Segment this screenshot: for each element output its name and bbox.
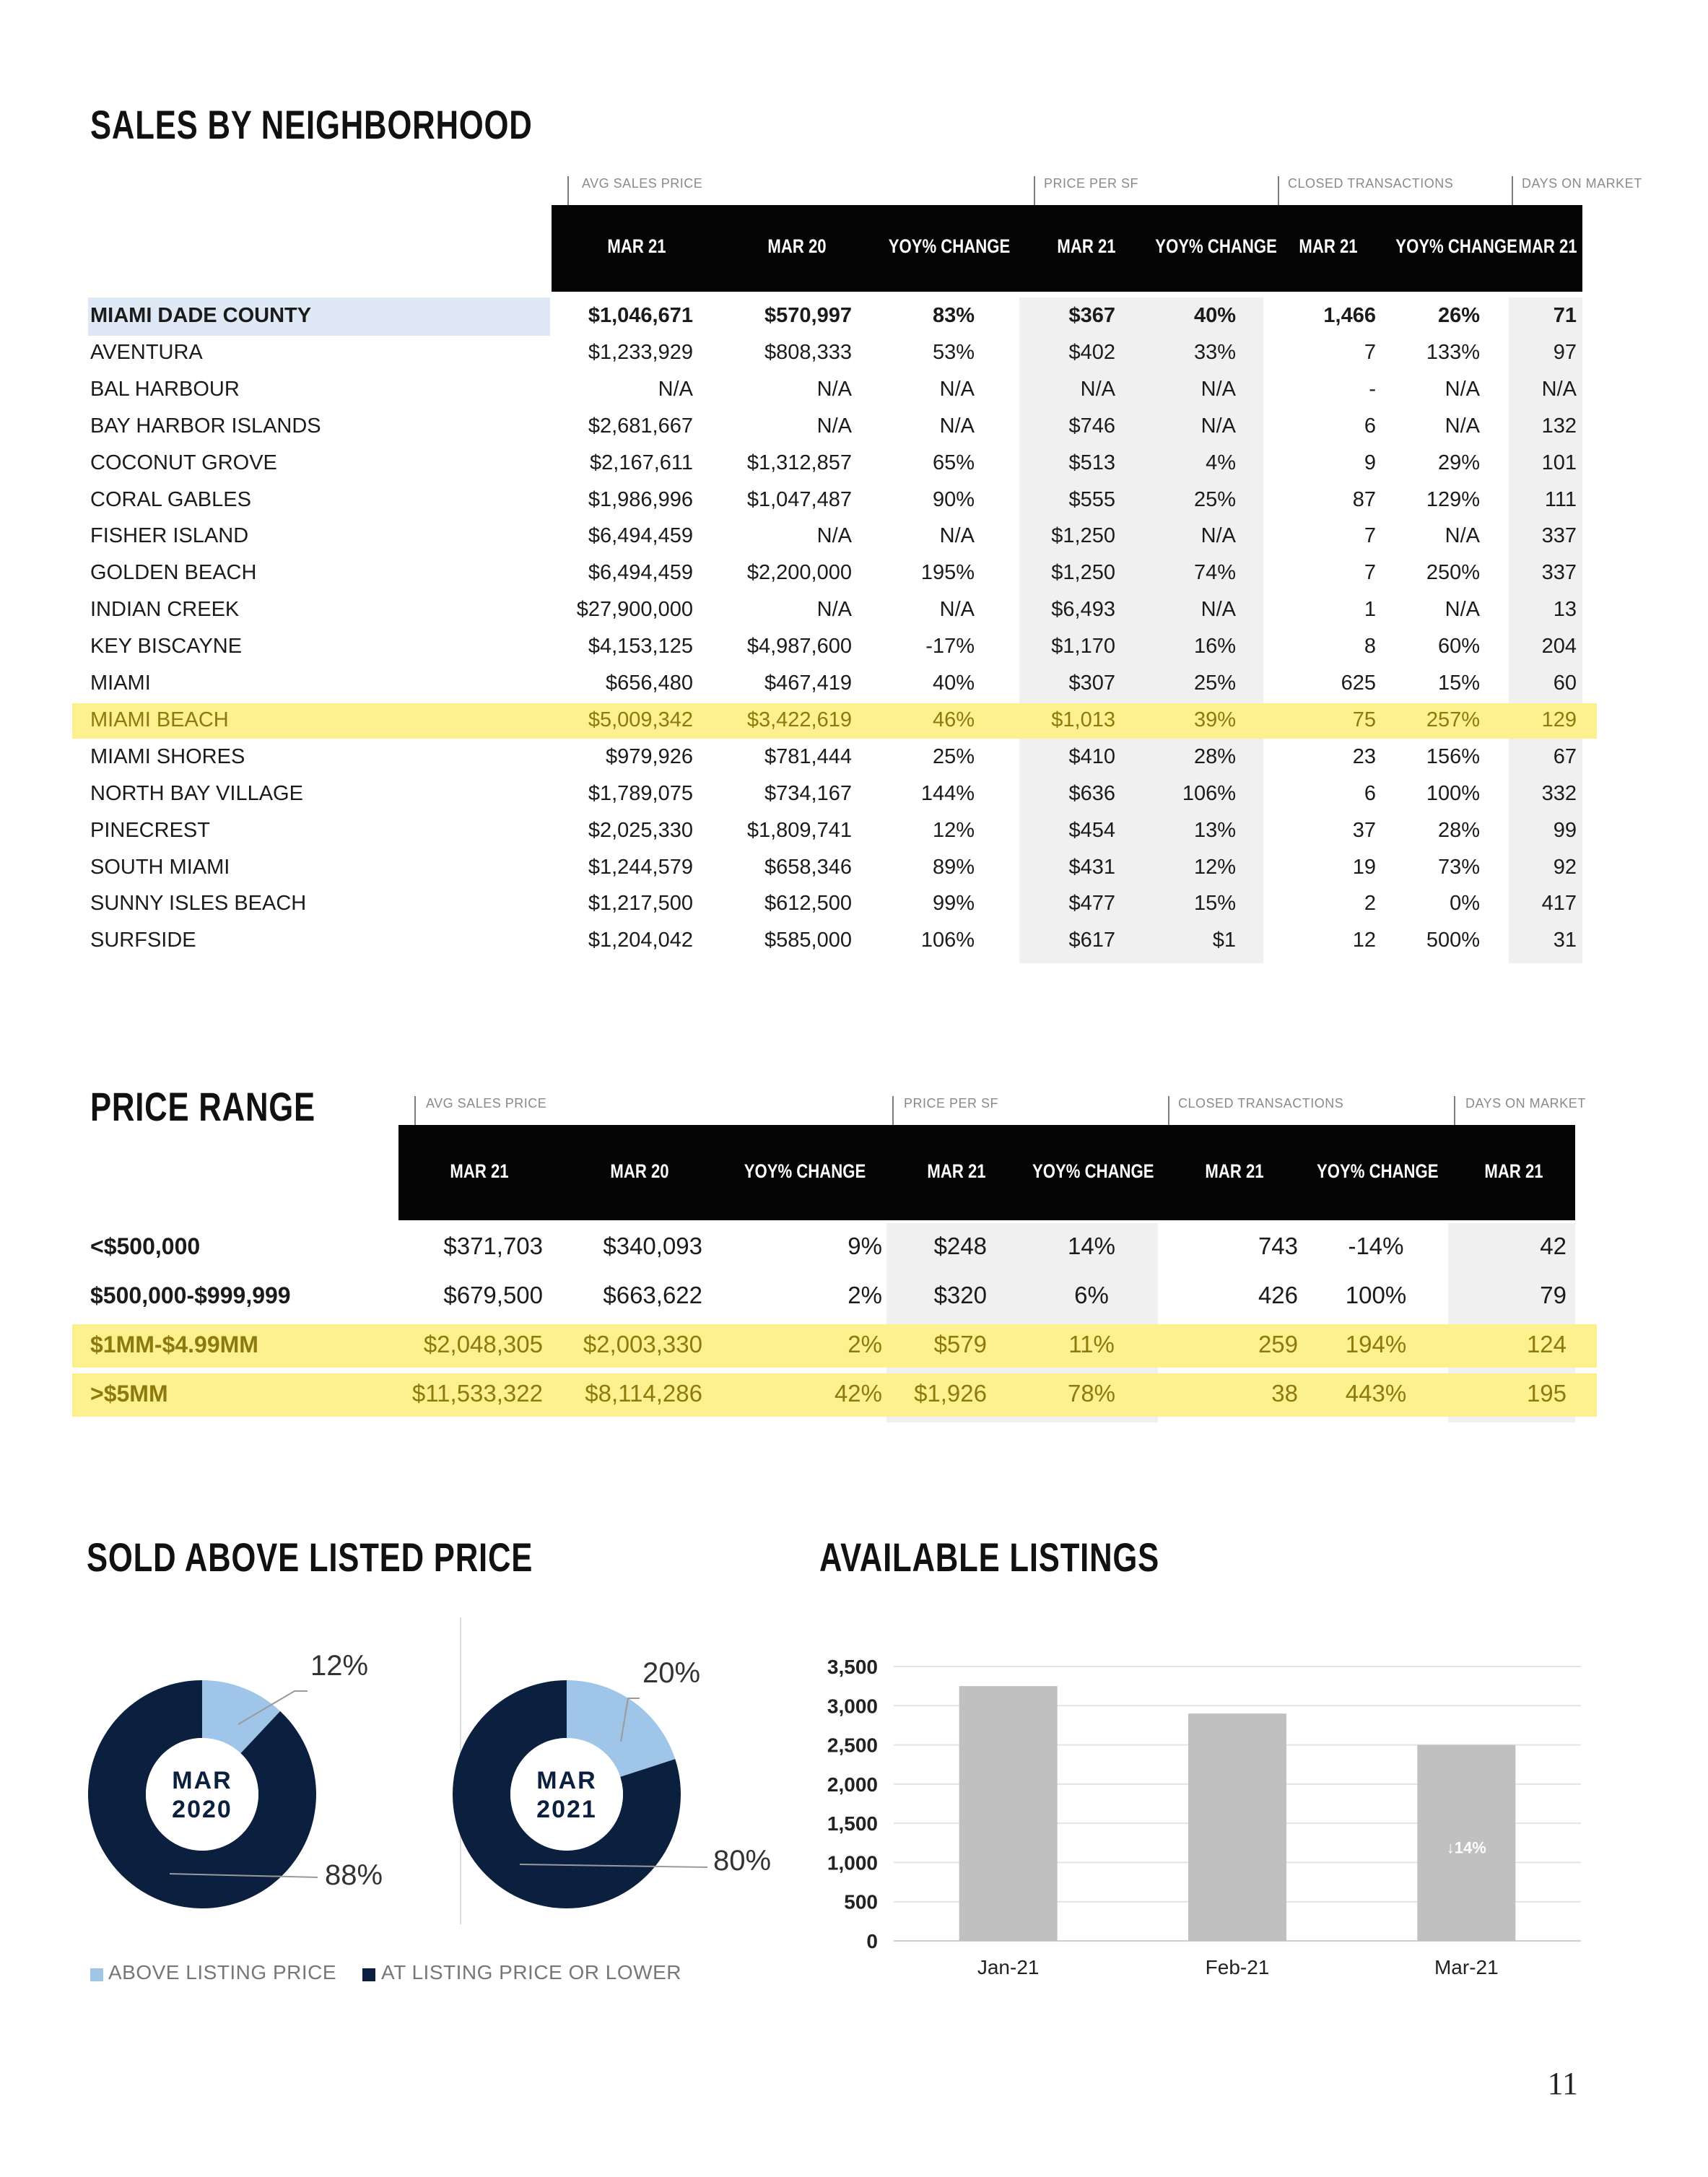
table-cell: $1,250 <box>1051 524 1115 548</box>
table-cell: $2,681,667 <box>588 414 693 438</box>
table-cell: N/A <box>939 414 975 438</box>
table-cell: 87 <box>1352 487 1376 511</box>
table-cell: $636 <box>1068 781 1115 805</box>
legend-swatch <box>90 1968 103 1981</box>
table-cell: $781,444 <box>764 744 852 768</box>
table-cell: 46% <box>932 708 975 731</box>
table-cell: 101 <box>1541 451 1577 474</box>
table-cell: - <box>1369 377 1376 401</box>
table-cell: $617 <box>1068 929 1115 952</box>
table-cell: 26% <box>1437 304 1480 327</box>
table-cell: 97 <box>1553 340 1577 364</box>
table-cell: 37 <box>1352 818 1376 842</box>
table-cell: 75 <box>1352 708 1376 731</box>
table-cell: 31 <box>1553 929 1577 952</box>
table-cell: 111 <box>1544 487 1577 511</box>
table-cell: $979,926 <box>606 744 693 768</box>
table-cell: $477 <box>1068 892 1115 916</box>
table-cell: 443% <box>1345 1380 1407 1407</box>
table-cell: 100% <box>1426 781 1480 805</box>
table-cell: 156% <box>1426 744 1480 768</box>
chart-y-ticks <box>827 1656 878 1952</box>
donut-percent-label: 12% <box>310 1650 369 1682</box>
column-header: MAR 21 <box>1299 235 1358 257</box>
table-cell: 2 <box>1364 892 1376 916</box>
chart-bars <box>959 1686 1516 1941</box>
table-cell: N/A <box>816 524 852 548</box>
x-tick-label: Jan-21 <box>977 1956 1040 1978</box>
neighborhood-name: AVENTURA <box>90 340 203 364</box>
table-cell: N/A <box>1445 414 1480 438</box>
table-cell: 39% <box>1193 708 1236 731</box>
table-cell: $340,093 <box>603 1233 702 1259</box>
table-cell: $612,500 <box>764 892 852 916</box>
bar <box>1188 1713 1286 1941</box>
table-cell: 7 <box>1364 561 1376 585</box>
table-cell: $1,809,741 <box>746 818 852 842</box>
group-label: AVG SALES PRICE <box>426 1096 547 1111</box>
table-cell: $663,622 <box>603 1282 702 1308</box>
table-cell: 743 <box>1258 1233 1298 1259</box>
neighborhood-name: MIAMI BEACH <box>90 708 229 731</box>
table-cell: N/A <box>939 524 975 548</box>
donut-center-label: MAR <box>536 1767 597 1794</box>
table-cell: 7 <box>1364 524 1376 548</box>
legend-swatch <box>362 1968 375 1981</box>
donut-mar-2021 <box>453 1657 771 1908</box>
table-cell: 42% <box>834 1380 882 1407</box>
table-cell: 79 <box>1540 1282 1567 1308</box>
table-cell: 99% <box>932 892 975 916</box>
table-cell: $1,250 <box>1051 561 1115 585</box>
sales-by-neighborhood-title: SALES BY NEIGHBORHOOD <box>90 102 533 147</box>
table-cell: $4,153,125 <box>588 635 693 659</box>
table-cell: -14% <box>1348 1233 1404 1259</box>
table-cell: $248 <box>933 1233 987 1259</box>
donut-center <box>510 1738 623 1851</box>
table-cell: $6,494,459 <box>588 524 693 548</box>
table-cell: $658,346 <box>764 855 852 879</box>
table-cell: $4,987,600 <box>746 635 852 659</box>
column-header: YOY% CHANGE <box>888 235 1011 257</box>
table-cell: N/A <box>1445 598 1480 622</box>
price-range-name: <$500,000 <box>90 1233 201 1259</box>
y-tick-label: 2,500 <box>827 1734 878 1757</box>
table-cell: 6 <box>1364 414 1376 438</box>
neighborhood-name: FISHER ISLAND <box>90 524 249 548</box>
price-range-name: >$5MM <box>90 1381 168 1407</box>
table-cell: 12% <box>1193 855 1236 879</box>
table-cell: 78% <box>1067 1380 1116 1407</box>
table-cell: 33% <box>1193 340 1236 364</box>
table-cell: 90% <box>932 487 975 511</box>
neighborhood-name: NORTH BAY VILLAGE <box>90 781 303 805</box>
table-cell: 92 <box>1553 855 1577 879</box>
table-cell: 100% <box>1345 1282 1407 1308</box>
table-cell: 124 <box>1526 1331 1567 1357</box>
y-tick-label: 500 <box>844 1890 878 1913</box>
column-header: MAR 20 <box>767 235 827 257</box>
neighborhood-name: KEY BISCAYNE <box>90 635 243 659</box>
table-cell: 2% <box>848 1282 882 1308</box>
table-cell: 500% <box>1426 929 1480 952</box>
table-cell: $454 <box>1068 818 1115 842</box>
table-cell: $1,244,579 <box>588 855 693 879</box>
table-cell: $585,000 <box>764 929 852 952</box>
table-cell: N/A <box>1541 377 1577 401</box>
group-label: CLOSED TRANSACTIONS <box>1178 1096 1344 1111</box>
table-cell: $808,333 <box>764 340 852 364</box>
table-cell: $27,900,000 <box>576 598 693 622</box>
neighborhood-name: SUNNY ISLES BEACH <box>90 892 307 916</box>
legend-label: ABOVE LISTING PRICE <box>108 1961 337 1983</box>
sold-above-title: SOLD ABOVE LISTED PRICE <box>87 1534 533 1580</box>
table-cell: N/A <box>1201 377 1236 401</box>
neighborhood-name: BAL HARBOUR <box>90 377 240 401</box>
page-number: 11 <box>1547 2066 1578 2101</box>
table-cell: 12 <box>1352 929 1376 952</box>
table-cell: 53% <box>932 340 975 364</box>
y-tick-label: 3,000 <box>827 1695 878 1718</box>
neighborhood-name: MIAMI SHORES <box>90 744 245 768</box>
table-cell: $555 <box>1068 487 1115 511</box>
column-header: MAR 21 <box>450 1160 509 1182</box>
table-cell: $746 <box>1068 414 1115 438</box>
table-cell: 129 <box>1541 708 1577 731</box>
table-cell: 29% <box>1437 451 1480 474</box>
table-cell: $2,048,305 <box>423 1331 543 1357</box>
table-cell: $1,312,857 <box>746 451 852 474</box>
table-cell: 426 <box>1258 1282 1298 1308</box>
available-listings-chart <box>809 1632 1603 1993</box>
table-cell: 144% <box>920 781 975 805</box>
table-cell: 8 <box>1364 635 1376 659</box>
table-cell: 195% <box>920 561 975 585</box>
table-cell: 4% <box>1206 451 1236 474</box>
table-cell: 106% <box>1182 781 1236 805</box>
table-cell: 13% <box>1193 818 1236 842</box>
table-cell: $6,493 <box>1051 598 1115 622</box>
table-cell: 25% <box>1193 487 1236 511</box>
neighborhood-name: COCONUT GROVE <box>90 451 277 474</box>
legend-label: AT LISTING PRICE OR LOWER <box>381 1961 681 1983</box>
table-cell: 250% <box>1426 561 1480 585</box>
table-cell: 337 <box>1541 524 1577 548</box>
price-range-name: $500,000-$999,999 <box>90 1282 291 1308</box>
table-cell: N/A <box>1201 598 1236 622</box>
table-cell: $1,204,042 <box>588 929 693 952</box>
table-cell: 83% <box>932 304 975 327</box>
table-cell: $367 <box>1068 304 1115 327</box>
neighborhood-name: MIAMI <box>90 672 151 695</box>
table-cell: $371,703 <box>443 1233 543 1259</box>
neighborhood-name: SOUTH MIAMI <box>90 855 230 879</box>
table-cell: 12% <box>932 818 975 842</box>
table-cell: N/A <box>1080 377 1115 401</box>
table-cell: 60 <box>1553 672 1577 695</box>
table-cell: $307 <box>1068 672 1115 695</box>
donut-center-label: 2020 <box>172 1796 232 1823</box>
table-cell: 257% <box>1426 708 1480 731</box>
table-cell: $3,422,619 <box>746 708 852 731</box>
table-cell: $734,167 <box>764 781 852 805</box>
column-header: MAR 21 <box>1205 1160 1264 1182</box>
table-cell: 133% <box>1426 340 1480 364</box>
table-cell: 71 <box>1553 304 1577 327</box>
column-header: MAR 21 <box>1518 235 1577 257</box>
table-cell: N/A <box>816 377 852 401</box>
table-cell: N/A <box>1201 414 1236 438</box>
table-cell: $2,003,330 <box>583 1331 702 1357</box>
table-cell: 11% <box>1068 1331 1115 1357</box>
table-cell: 625 <box>1341 672 1376 695</box>
table-cell: $1,047,487 <box>746 487 852 511</box>
table-cell: $656,480 <box>606 672 693 695</box>
y-tick-label: 3,500 <box>827 1656 878 1678</box>
table-cell: 9% <box>848 1233 882 1259</box>
table-cell: N/A <box>1445 377 1480 401</box>
table-cell: N/A <box>939 377 975 401</box>
table-cell: 2% <box>848 1331 882 1357</box>
table-cell: $1,789,075 <box>588 781 693 805</box>
table-cell: 23 <box>1352 744 1376 768</box>
donut-mar-2020 <box>88 1650 383 1908</box>
donut-percent-label: 88% <box>325 1859 383 1891</box>
table-cell: $1,013 <box>1051 708 1115 731</box>
table-cell: N/A <box>816 598 852 622</box>
table-cell: 25% <box>932 744 975 768</box>
table-cell: $5,009,342 <box>588 708 693 731</box>
table-cell: $402 <box>1068 340 1115 364</box>
donut-percent-label: 80% <box>713 1845 772 1877</box>
table-cell: $679,500 <box>443 1282 543 1308</box>
column-header: MAR 21 <box>1057 235 1116 257</box>
table-cell: $1,046,671 <box>588 304 693 327</box>
column-header: YOY% CHANGE <box>1317 1160 1439 1182</box>
table-cell: 16% <box>1193 635 1236 659</box>
table-cell: N/A <box>1201 524 1236 548</box>
table-cell: 28% <box>1437 818 1480 842</box>
table-cell: 99 <box>1553 818 1577 842</box>
table-cell: 25% <box>1193 672 1236 695</box>
table-cell: 6 <box>1364 781 1376 805</box>
donut-percent-label: 20% <box>642 1657 701 1689</box>
group-label: PRICE PER SF <box>904 1096 999 1111</box>
column-header: MAR 21 <box>927 1160 986 1182</box>
table-cell: $570,997 <box>764 304 852 327</box>
table-cell: $1,217,500 <box>588 892 693 916</box>
table-cell: 337 <box>1541 561 1577 585</box>
table-cell: $6,494,459 <box>588 561 693 585</box>
column-header: MAR 20 <box>610 1160 669 1182</box>
table-cell: $2,167,611 <box>590 451 693 474</box>
table-cell: 1,466 <box>1323 304 1376 327</box>
chart-x-ticks <box>977 1956 1499 1978</box>
table-cell: 40% <box>1193 304 1236 327</box>
group-label: PRICE PER SF <box>1044 176 1139 191</box>
table-cell: $2,025,330 <box>588 818 693 842</box>
y-tick-label: 2,000 <box>827 1773 878 1796</box>
table-cell: 132 <box>1541 414 1577 438</box>
table-cell: 259 <box>1258 1331 1298 1357</box>
table-cell: N/A <box>939 598 975 622</box>
table-cell: 194% <box>1345 1331 1407 1357</box>
column-header: YOY% CHANGE <box>744 1160 866 1182</box>
table-cell: N/A <box>658 377 693 401</box>
group-label: CLOSED TRANSACTIONS <box>1288 176 1454 191</box>
y-tick-label: 1,500 <box>827 1812 878 1835</box>
column-header: YOY% CHANGE <box>1395 235 1517 257</box>
table-cell: $1,926 <box>914 1380 987 1407</box>
table-cell: 129% <box>1426 487 1480 511</box>
table-cell: 14% <box>1067 1233 1116 1259</box>
table-cell: $513 <box>1068 451 1115 474</box>
neighborhood-name: CORAL GABLES <box>90 487 251 511</box>
table-cell: $320 <box>933 1282 987 1308</box>
bar <box>959 1686 1058 1941</box>
group-label: DAYS ON MARKET <box>1465 1096 1586 1111</box>
group-label: DAYS ON MARKET <box>1522 176 1642 191</box>
column-header: MAR 21 <box>1484 1160 1543 1182</box>
table-cell: 6% <box>1074 1282 1109 1308</box>
donut-center-label: MAR <box>172 1767 232 1794</box>
table-cell: 106% <box>920 929 975 952</box>
table-cell: $1,986,996 <box>588 487 693 511</box>
table-cell: $579 <box>933 1331 987 1357</box>
table-cell: $8,114,286 <box>585 1380 702 1407</box>
table-cell: $410 <box>1068 744 1115 768</box>
table-cell: 60% <box>1437 635 1480 659</box>
table-cell: 42 <box>1540 1233 1567 1259</box>
table-cell: $11,533,322 <box>411 1380 543 1407</box>
table-cell: $467,419 <box>764 672 852 695</box>
table-cell: 73% <box>1437 855 1480 879</box>
table-cell: $1 <box>1212 929 1236 952</box>
table-cell: 332 <box>1541 781 1577 805</box>
table-cell: $1,170 <box>1051 635 1115 659</box>
table-cell: 89% <box>932 855 975 879</box>
price-range-title: PRICE RANGE <box>90 1084 315 1129</box>
table-cell: 9 <box>1364 451 1376 474</box>
table-cell: 67 <box>1553 744 1577 768</box>
table-cell: $2,200,000 <box>746 561 852 585</box>
y-tick-label: 0 <box>866 1930 878 1952</box>
donut-center-label: 2021 <box>536 1796 597 1823</box>
table-cell: 28% <box>1193 744 1236 768</box>
table-cell: $1,233,929 <box>588 340 693 364</box>
table-cell: 40% <box>932 672 975 695</box>
table-cell: 204 <box>1541 635 1577 659</box>
group-label: AVG SALES PRICE <box>582 176 703 191</box>
table-cell: 15% <box>1193 892 1236 916</box>
neighborhood-name: INDIAN CREEK <box>90 598 240 622</box>
table-cell: 13 <box>1553 598 1577 622</box>
table-cell: 74% <box>1193 561 1236 585</box>
bar-annotation: ↓14% <box>1446 1838 1486 1857</box>
y-tick-label: 1,000 <box>827 1851 878 1874</box>
neighborhood-name: SURFSIDE <box>90 929 196 952</box>
table-cell: 65% <box>932 451 975 474</box>
table-cell: 7 <box>1364 340 1376 364</box>
table-cell: 19 <box>1352 855 1376 879</box>
price-range-name: $1MM-$4.99MM <box>90 1331 258 1357</box>
table-cell: N/A <box>1445 524 1480 548</box>
table-cell: 195 <box>1526 1380 1567 1407</box>
donut-charts <box>0 1603 809 1964</box>
available-listings-title: AVAILABLE LISTINGS <box>819 1534 1160 1580</box>
table-cell: 417 <box>1541 892 1577 916</box>
x-tick-label: Mar-21 <box>1434 1956 1499 1978</box>
column-header: YOY% CHANGE <box>1032 1160 1154 1182</box>
table-cell: 38 <box>1271 1380 1298 1407</box>
table-cell: -17% <box>925 635 975 659</box>
table-cell: $431 <box>1068 855 1115 879</box>
neighborhood-name: MIAMI DADE COUNTY <box>90 304 312 327</box>
donut-center <box>146 1738 258 1851</box>
table-cell: N/A <box>816 414 852 438</box>
table-cell: 0% <box>1450 892 1480 916</box>
column-header: YOY% CHANGE <box>1155 235 1277 257</box>
table-cell: 1 <box>1364 598 1376 622</box>
neighborhood-name: GOLDEN BEACH <box>90 561 257 585</box>
table-cell: 15% <box>1437 672 1480 695</box>
column-header: MAR 21 <box>607 235 666 257</box>
neighborhood-name: BAY HARBOR ISLANDS <box>90 414 321 438</box>
x-tick-label: Feb-21 <box>1205 1956 1270 1978</box>
neighborhood-name: PINECREST <box>90 818 210 842</box>
